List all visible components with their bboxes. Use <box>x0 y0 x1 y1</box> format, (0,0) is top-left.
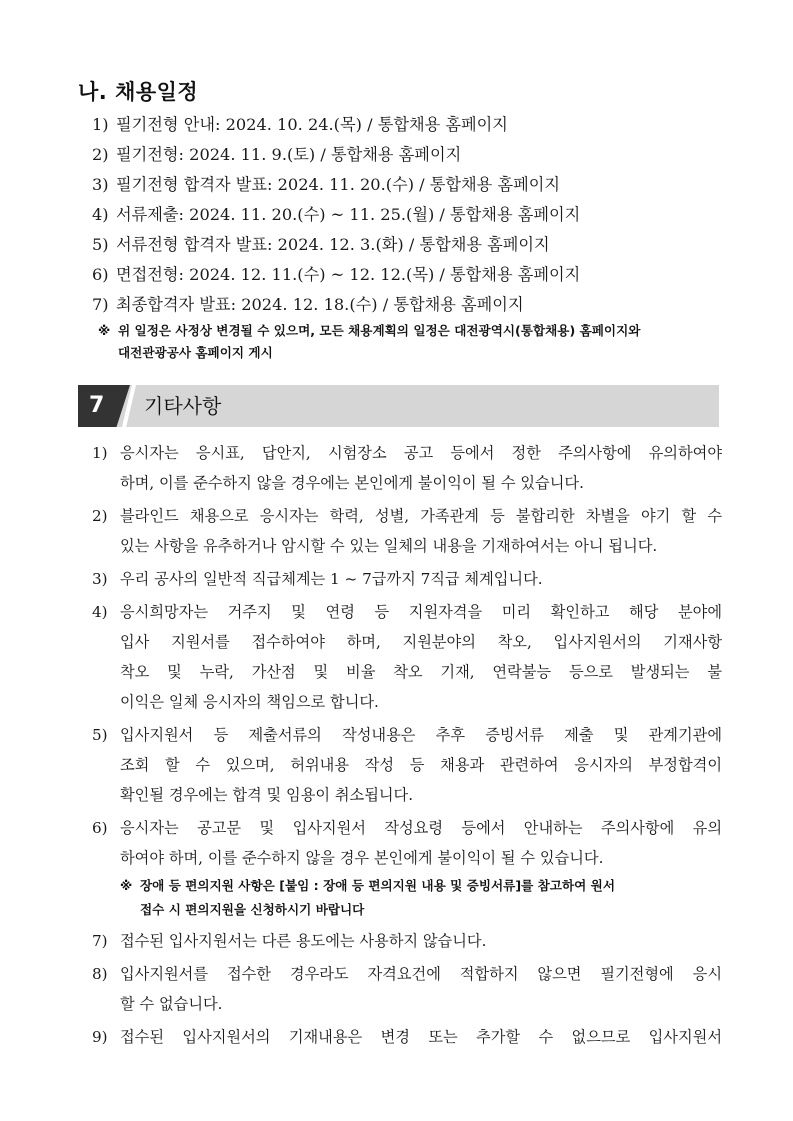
section-number: 7 <box>89 393 105 418</box>
schedule-num: 6) <box>92 265 109 284</box>
schedule-text: 서류제출: 2024. 11. 20.(수) ~ 11. 25.(월) / 통합채용 홈페이지 <box>116 205 581 224</box>
item-line: 우리 공사의 일반적 직급체계는 1 ~ 7급까지 7직급 체계입니다. <box>120 570 543 588</box>
item-num: 7) <box>92 932 108 950</box>
schedule-num: 3) <box>92 175 109 194</box>
item-line: 조회 할 수 있으며, 허위내용 작성 등 채용과 관련하여 응시자의 부정합격이 <box>120 756 722 774</box>
schedule-text: 필기전형: 2024. 11. 9.(토) / 통합채용 홈페이지 <box>116 145 462 164</box>
section-title-misc: 기타사항 <box>144 394 222 418</box>
item-num: 1) <box>92 444 108 462</box>
schedule-num: 7) <box>92 295 109 314</box>
schedule-text: 서류전형 합격자 발표: 2024. 12. 3.(화) / 통합채용 홈페이지 <box>116 235 550 254</box>
item-line: 입사 지원서를 접수하여야 하며, 지원분야의 착오, 입사지원서의 기재사항 <box>120 633 722 651</box>
schedule-item <box>92 140 580 170</box>
section-title-schedule: 나. 채용일정 <box>78 80 199 104</box>
list-item <box>92 813 722 873</box>
item-line: 하여야 하며, 이를 준수하지 않을 경우 본인에게 불이익이 될 수 있습니다. <box>120 849 604 867</box>
list-item <box>92 597 722 717</box>
item-line: 응시희망자는 거주지 및 연령 등 지원자격을 미리 확인하고 해당 분야에 <box>120 603 722 621</box>
schedule-item <box>92 200 580 230</box>
section-banner <box>78 385 719 427</box>
accommodation-note <box>92 874 722 922</box>
item-line: 접수된 입사지원서는 다른 용도에는 사용하지 않습니다. <box>120 932 487 950</box>
item-line: 할 수 없습니다. <box>120 995 223 1013</box>
schedule-item <box>92 230 580 260</box>
misc-items <box>92 438 722 1055</box>
schedule-list <box>92 110 580 320</box>
list-item <box>92 959 722 1019</box>
schedule-item <box>92 110 580 140</box>
list-item <box>92 564 722 594</box>
item-line: 입사지원서를 접수한 경우라도 자격요건에 적합하지 않으면 필기전형에 응시 <box>120 965 722 983</box>
list-item <box>92 501 722 561</box>
item-num: 3) <box>92 570 108 588</box>
schedule-text: 필기전형 합격자 발표: 2024. 11. 20.(수) / 통합채용 홈페이지 <box>116 175 560 194</box>
item-line: 착오 및 누락, 가산점 및 비율 착오 기재, 연락불능 등으로 발생되는 불 <box>120 663 722 681</box>
list-item <box>92 720 722 810</box>
item-num: 2) <box>92 507 108 525</box>
item-line: 하며, 이를 준수하지 않을 경우에는 본인에게 불이익이 될 수 있습니다. <box>120 474 584 492</box>
schedule-item <box>92 260 580 290</box>
item-line: 입사지원서 등 제출서류의 작성내용은 추후 증빙서류 제출 및 관계기관에 <box>120 726 722 744</box>
note-mark: ※ <box>98 323 111 338</box>
schedule-num: 5) <box>92 235 109 254</box>
note-line: 장애 등 편의지원 사항은 [붙임 : 장애 등 편의지원 내용 및 증빙서류]를 참고하여 원서 <box>140 878 616 893</box>
item-num: 8) <box>92 965 108 983</box>
item-num: 4) <box>92 603 108 621</box>
item-line: 응시자는 응시표, 답안지, 시험장소 공고 등에서 정한 주의사항에 유의하여야 <box>120 444 722 462</box>
schedule-num: 2) <box>92 145 109 164</box>
schedule-item <box>92 290 580 320</box>
schedule-text: 최종합격자 발표: 2024. 12. 18.(수) / 통합채용 홈페이지 <box>116 295 524 314</box>
item-num: 6) <box>92 819 108 837</box>
item-line: 이익은 일체 응시자의 책임으로 합니다. <box>120 693 379 711</box>
item-num: 5) <box>92 726 108 744</box>
note-line: 대전관광공사 홈페이지 게시 <box>118 345 273 360</box>
schedule-text: 면접전형: 2024. 12. 11.(수) ~ 12. 12.(목) / 통합채용 홈페이지 <box>116 265 581 284</box>
schedule-note <box>98 320 640 364</box>
item-line: 확인될 경우에는 합격 및 임용이 취소됩니다. <box>120 786 414 804</box>
item-line: 응시자는 공고문 및 입사지원서 작성요령 등에서 안내하는 주의사항에 유의 <box>120 819 722 837</box>
list-item <box>92 926 722 956</box>
note-line: 위 일정은 사정상 변경될 수 있으며, 모든 채용계획의 일정은 대전광역시(통합채용) 홈페이지와 <box>118 323 641 338</box>
list-item <box>92 1022 722 1052</box>
schedule-num: 1) <box>92 115 109 134</box>
note-line: 접수 시 편의지원을 신청하시기 바랍니다 <box>140 902 365 917</box>
item-line: 블라인드 채용으로 응시자는 학력, 성별, 가족관계 등 불합리한 차별을 야기 할 수 <box>120 507 722 525</box>
schedule-item <box>92 170 580 200</box>
schedule-num: 4) <box>92 205 109 224</box>
item-line: 접수된 입사지원서의 기재내용은 변경 또는 추가할 수 없으므로 입사지원서 <box>120 1028 722 1046</box>
item-line: 있는 사항을 유추하거나 암시할 수 있는 일체의 내용을 기재하여서는 아니 됩니다. <box>120 537 658 555</box>
note-mark: ※ <box>120 878 133 893</box>
item-num: 9) <box>92 1028 108 1046</box>
schedule-text: 필기전형 안내: 2024. 10. 24.(목) / 통합채용 홈페이지 <box>116 115 508 134</box>
list-item <box>92 438 722 498</box>
